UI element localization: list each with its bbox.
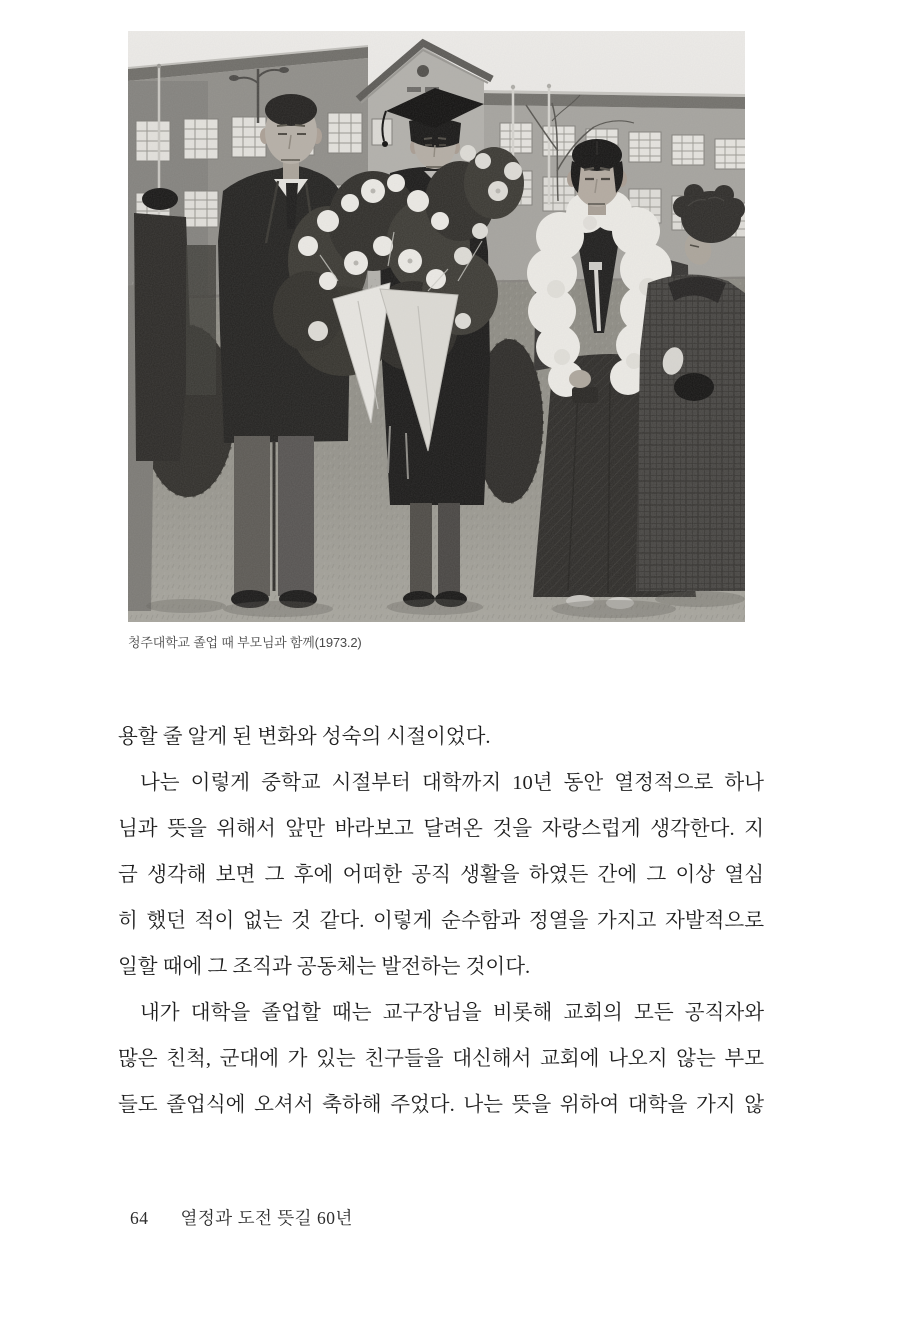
photo-caption: 청주대학교 졸업 때 부모님과 함께(1973.2): [128, 635, 362, 650]
book-title: 열정과 도전 뜻길 60년: [180, 1208, 353, 1228]
film-grain: [128, 31, 745, 622]
body-line: 금 생각해 보면 그 후에 어떠한 공직 생활을 하였든 간에 그 이상 열심: [118, 864, 764, 886]
body-line: 히 했던 적이 없는 것 같다. 이렇게 순수함과 정열을 가지고 자발적으로: [118, 910, 764, 932]
body-line: 님과 뜻을 위해서 앞만 바라보고 달려온 것을 자랑스럽게 생각한다. 지: [118, 818, 764, 840]
body-line: 들도 졸업식에 오셔서 축하해 주었다. 나는 뜻을 위하여 대학을 가지 않: [118, 1094, 764, 1116]
body-line: 내가 대학을 졸업할 때는 교구장님을 비롯해 교회의 모든 공직자와: [140, 1002, 764, 1024]
body-line: 나는 이렇게 중학교 시절부터 대학까지 10년 동안 열정적으로 하나: [140, 772, 764, 794]
body-text: [118, 714, 764, 1128]
page-number: 64: [130, 1208, 149, 1228]
body-line: 용할 줄 알게 된 변화와 성숙의 시절이었다.: [118, 726, 491, 748]
page-footer: [130, 1205, 353, 1230]
body-line: 많은 친척, 군대에 가 있는 친구들을 대신해서 교회에 나오지 않는 부모: [118, 1048, 764, 1070]
body-line: 일할 때에 그 조직과 공동체는 발전하는 것이다.: [118, 956, 531, 978]
graduation-photo: [128, 31, 745, 622]
